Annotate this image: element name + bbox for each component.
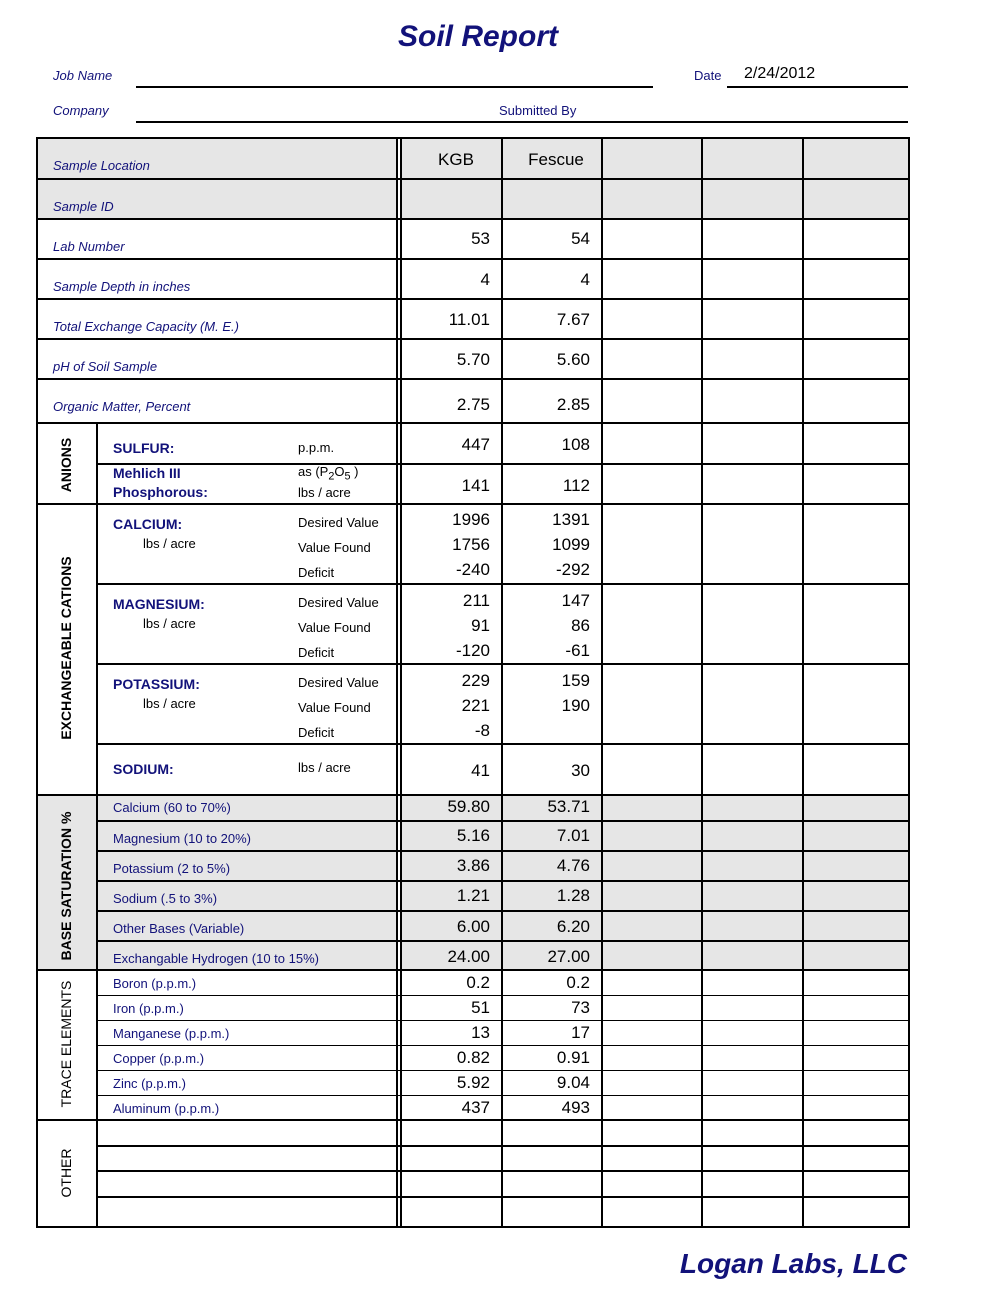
calcium-deficit-fescue: -292 <box>555 560 590 579</box>
base-sat-potassium-kgb: 3.86 <box>456 856 490 875</box>
divider <box>601 137 603 1226</box>
base-sat-potassium-fescue: 4.76 <box>556 856 590 875</box>
magnesium-deficit-fescue: -61 <box>565 641 590 660</box>
magnesium-desired-label: Desired Value <box>298 595 379 610</box>
divider <box>802 137 804 1226</box>
divider <box>36 178 908 180</box>
section-label-cations: EXCHANGEABLE CATIONS <box>58 556 74 740</box>
sulfur-label: SULFUR: <box>113 440 175 456</box>
base-sat-calcium-kgb: 59.80 <box>447 797 490 816</box>
potassium-desired-fescue: 159 <box>561 671 590 690</box>
section-label-anions: ANIONS <box>58 437 74 493</box>
base-sat-other-fescue: 6.20 <box>556 917 590 936</box>
sodium-unit: lbs / acre <box>298 760 351 775</box>
divider <box>96 1020 908 1021</box>
divider <box>96 880 908 882</box>
divider <box>96 1070 908 1071</box>
row-label-lab-number: Lab Number <box>53 239 125 254</box>
divider <box>396 137 398 1226</box>
base-sat-hydrogen-label: Exchangable Hydrogen (10 to 15%) <box>113 951 319 966</box>
column-header-fescue: Fescue <box>528 150 584 169</box>
submitted-by-label: Submitted By <box>499 103 577 118</box>
calcium-desired-fescue: 1391 <box>552 510 590 529</box>
sulfur-fescue: 108 <box>561 435 590 454</box>
section-label-other: OTHER <box>58 1148 74 1198</box>
magnesium-deficit-kgb: -120 <box>455 641 490 660</box>
divider <box>96 583 908 585</box>
divider <box>96 463 908 465</box>
phosphorous-fescue: 112 <box>562 476 590 495</box>
trace-boron-kgb: 0.2 <box>466 973 490 992</box>
base-sat-other-label: Other Bases (Variable) <box>113 921 245 936</box>
divider <box>36 794 908 796</box>
base-sat-sodium-label: Sodium (.5 to 3%) <box>113 891 218 906</box>
potassium-found-kgb: 221 <box>461 696 490 715</box>
divider <box>96 940 908 942</box>
potassium-deficit-kgb: -8 <box>474 721 490 740</box>
phosphorous-unit: lbs / acre <box>298 485 351 500</box>
trace-aluminum-kgb: 437 <box>461 1098 490 1117</box>
base-sat-hydrogen-kgb: 24.00 <box>447 947 490 966</box>
divider <box>96 820 908 822</box>
potassium-deficit-label: Deficit <box>298 725 335 740</box>
date-field-line <box>727 86 908 88</box>
base-sat-magnesium-label: Magnesium (10 to 20%) <box>113 831 252 846</box>
potassium-unit: lbs / acre <box>143 696 196 711</box>
trace-iron-kgb: 51 <box>471 998 490 1017</box>
trace-aluminum-label: Aluminum (p.p.m.) <box>113 1101 220 1116</box>
divider <box>36 969 908 971</box>
divider <box>36 503 908 505</box>
divider <box>36 1119 908 1121</box>
divider <box>501 137 503 1226</box>
divider <box>96 1095 908 1096</box>
calcium-found-fescue: 1099 <box>552 535 590 554</box>
phosphorous-label-line1: Mehlich III <box>113 465 181 481</box>
row-label-ph: pH of Soil Sample <box>53 359 158 374</box>
ph-kgb: 5.70 <box>456 350 490 369</box>
base-sat-magnesium-kgb: 5.16 <box>456 826 490 845</box>
row-label-tec: Total Exchange Capacity (M. E.) <box>53 319 239 334</box>
divider <box>36 338 908 340</box>
row-label-sample-depth: Sample Depth in inches <box>53 279 191 294</box>
trace-boron-label: Boron (p.p.m.) <box>113 976 197 991</box>
potassium-label: POTASSIUM: <box>113 676 200 692</box>
trace-copper-kgb: 0.82 <box>456 1048 490 1067</box>
magnesium-found-fescue: 86 <box>571 616 590 635</box>
divider <box>96 850 908 852</box>
ph-fescue: 5.60 <box>556 350 590 369</box>
calcium-desired-kgb: 1996 <box>452 510 490 529</box>
lab-number-kgb: 53 <box>471 229 490 248</box>
magnesium-found-kgb: 91 <box>471 616 490 635</box>
base-sat-magnesium-fescue: 7.01 <box>556 826 590 845</box>
calcium-unit: lbs / acre <box>143 536 196 551</box>
sample-depth-kgb: 4 <box>480 270 490 289</box>
date-value[interactable]: 2/24/2012 <box>744 65 816 82</box>
calcium-label: CALCIUM: <box>113 516 183 532</box>
column-header-kgb: KGB <box>438 150 474 169</box>
organic-matter-fescue: 2.85 <box>556 395 590 414</box>
row-label-organic-matter: Organic Matter, Percent <box>53 399 191 414</box>
phosphorous-kgb: 141 <box>461 476 490 495</box>
potassium-desired-label: Desired Value <box>298 675 379 690</box>
tec-kgb: 11.01 <box>448 310 490 329</box>
divider <box>36 298 908 300</box>
sulfur-kgb: 447 <box>461 435 490 454</box>
sulfur-unit: p.p.m. <box>298 440 335 455</box>
company-label: Company <box>53 103 109 118</box>
lab-number-fescue: 54 <box>571 229 590 248</box>
divider <box>96 1196 908 1198</box>
divider <box>36 258 908 260</box>
magnesium-found-label: Value Found <box>298 620 371 635</box>
tec-fescue: 7.67 <box>556 310 590 329</box>
company-field[interactable] <box>136 121 908 123</box>
divider <box>36 218 908 220</box>
trace-zinc-fescue: 9.04 <box>556 1073 590 1092</box>
divider <box>36 378 908 380</box>
base-sat-calcium-fescue: 53.71 <box>547 797 590 816</box>
potassium-found-fescue: 190 <box>561 696 590 715</box>
sodium-fescue: 30 <box>571 761 590 780</box>
trace-iron-label: Iron (p.p.m.) <box>113 1001 184 1016</box>
divider <box>96 423 98 1226</box>
row-label-sample-location: Sample Location <box>53 158 150 173</box>
phosphorous-label-line2: Phosphorous: <box>113 484 208 500</box>
date-label: Date <box>694 68 722 83</box>
trace-zinc-kgb: 5.92 <box>456 1073 490 1092</box>
divider <box>96 1145 908 1147</box>
divider <box>96 1170 908 1172</box>
trace-manganese-fescue: 17 <box>571 1023 590 1042</box>
divider <box>400 137 402 1226</box>
sodium-kgb: 41 <box>471 761 490 780</box>
company-logo-text: Logan Labs, LLC <box>679 1248 907 1279</box>
page-title: Soil Report <box>397 20 558 53</box>
calcium-found-kgb: 1756 <box>452 535 490 554</box>
job-name-field[interactable] <box>136 86 653 88</box>
divider <box>96 1045 908 1046</box>
magnesium-desired-fescue: 147 <box>561 591 590 610</box>
potassium-found-label: Value Found <box>298 700 371 715</box>
trace-iron-fescue: 73 <box>571 998 590 1017</box>
job-name-label: Job Name <box>53 68 113 83</box>
section-label-trace-elements: TRACE ELEMENTS <box>58 980 74 1108</box>
trace-copper-label: Copper (p.p.m.) <box>113 1051 205 1066</box>
magnesium-deficit-label: Deficit <box>298 645 335 660</box>
calcium-found-label: Value Found <box>298 540 371 555</box>
organic-matter-kgb: 2.75 <box>456 395 490 414</box>
divider <box>36 422 908 424</box>
row-label-sample-id: Sample ID <box>53 199 114 214</box>
divider <box>96 743 908 745</box>
divider <box>96 910 908 912</box>
sodium-label: SODIUM: <box>113 761 174 777</box>
base-sat-calcium-label: Calcium (60 to 70%) <box>113 800 231 815</box>
base-sat-sodium-fescue: 1.28 <box>556 886 590 905</box>
calcium-desired-label: Desired Value <box>298 515 379 530</box>
trace-zinc-label: Zinc (p.p.m.) <box>113 1076 186 1091</box>
section-label-base-saturation: BASE SATURATION % <box>58 811 74 961</box>
base-sat-hydrogen-fescue: 27.00 <box>547 947 590 966</box>
trace-manganese-label: Manganese (p.p.m.) <box>113 1026 230 1041</box>
sample-depth-fescue: 4 <box>580 270 590 289</box>
phosphorous-unit-formula: as ($P_2O_5$ ) <box>298 464 359 483</box>
trace-aluminum-fescue: 493 <box>561 1098 590 1117</box>
trace-boron-fescue: 0.2 <box>566 973 590 992</box>
divider <box>96 995 908 996</box>
calcium-deficit-label: Deficit <box>298 565 335 580</box>
magnesium-label: MAGNESIUM: <box>113 596 205 612</box>
magnesium-unit: lbs / acre <box>143 616 196 631</box>
base-sat-other-kgb: 6.00 <box>456 917 490 936</box>
trace-manganese-kgb: 13 <box>471 1023 490 1042</box>
base-sat-potassium-label: Potassium (2 to 5%) <box>113 861 231 876</box>
calcium-deficit-kgb: -240 <box>455 560 490 579</box>
divider <box>96 663 908 665</box>
magnesium-desired-kgb: 211 <box>462 591 490 610</box>
trace-copper-fescue: 0.91 <box>556 1048 590 1067</box>
potassium-desired-kgb: 229 <box>461 671 490 690</box>
base-sat-sodium-kgb: 1.21 <box>456 886 490 905</box>
divider <box>701 137 703 1226</box>
